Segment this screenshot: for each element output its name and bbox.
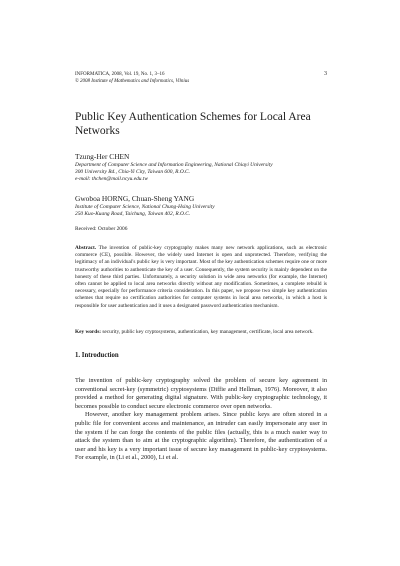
paper-title: Public Key Authentication Schemes for Local Area Networks	[75, 111, 311, 137]
keywords	[75, 329, 327, 336]
paragraph: The invention of public-key cryptography solved the problem of secure key agreement in conventional secret-key (symmetric) cryptosystems (Diffie and Hellman, 1976). Moreover, it also provided a method for generating digital signature. With public-key cryptographic technology, it becomes possible to conduct secure electronic commerce over open networks.	[75, 377, 327, 410]
author-name: Gwoboa HORNG, Chuan-Sheng YANG	[75, 194, 195, 203]
page-number: 3	[324, 71, 327, 77]
author-block-2	[75, 194, 327, 218]
affiliation-line: 250 Kuo-Kuang Road, Taichung, Taiwan 402, R.O.C.	[75, 211, 191, 218]
keywords-text: security, public key cryptosystems, authentication, key management, certificate, local area network.	[102, 329, 314, 335]
author-email: e-mail: thchen@mail.ncyu.edu.tw	[75, 176, 148, 183]
abstract-label: Abstract.	[75, 245, 97, 251]
paragraph: However, another key management problem arises. Since public keys are often stored in a public file for convenient access and maintenance, an intruder can easily impersonate any user in the system if he can forge the contents of the public files (actually, this is a much easier way to attack the system than to aim at the cryptographic algorithm). Therefore, the authentication of a user and his key is a very important issue of secure key management in public-key cryptosystems. For example, in (Li et al., 2000), Li et al.	[75, 411, 327, 462]
keywords-label: Key words:	[75, 329, 102, 335]
section-heading: 1. Introduction	[75, 352, 119, 359]
copyright-line: © 2008 Institute of Mathematics and Informatics, Vilnius	[75, 79, 190, 84]
running-header	[75, 71, 327, 85]
affiliation-line: 300 University Rd., Chia-Yi City, Taiwan 600, R.O.C.	[75, 169, 191, 176]
abstract	[75, 245, 327, 310]
abstract-text: The invention of public-key cryptography makes many new network applications, such as electronic commerce (CE), possible. However, the widely used Internet is open and unprotected. Therefore, verifying the legitimacy of an individual's public key is very important. Most of the key authentication schemes require one or more trustworthy authorities to authenticate the key of a user. Consequently, the system security is mainly dependent on the honesty of these third parties. Unfortunately, a security solution in wide area networks (for example, the Internet) often cannot be applied to local area networks directly without any modification. Sometimes, a complete rebuild is necessary, especially for performance criteria consideration. In this paper, we propose two simple key authentication schemes that require no certification authorities for computer systems in local area networks, in which a host is responsible for user authentication and it uses a designated password authentication mechanism.	[75, 245, 327, 309]
affiliation-line: Department of Computer Science and Information Engineering, National Chiayi University	[75, 162, 273, 168]
received-date: Received: October 2006	[75, 226, 128, 232]
author-block-1	[75, 152, 327, 184]
author-name: Tzung-Her CHEN	[75, 152, 130, 161]
section-body	[75, 377, 327, 463]
affiliation-line: Institute of Computer Science, National Chung-Hsing University	[75, 204, 215, 210]
journal-line: INFORMATICA, 2008, Vol. 19, No. 1, 3–16	[75, 72, 165, 77]
